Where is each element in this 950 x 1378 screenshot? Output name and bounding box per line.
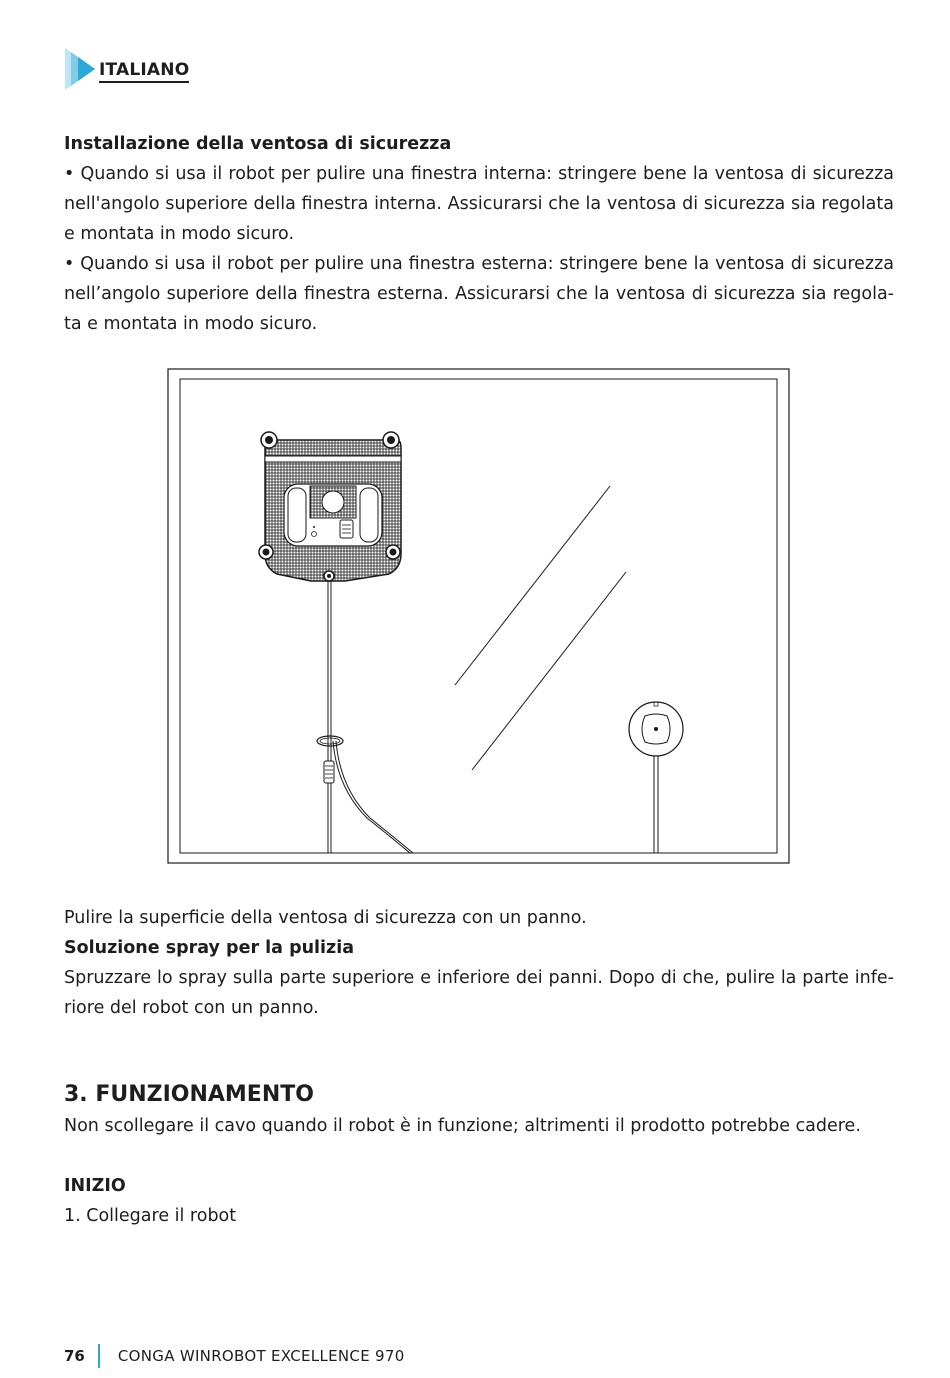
product-title: CONGA WINROBOT EXCELLENCE 970	[117, 1347, 405, 1365]
page-footer	[64, 1343, 405, 1369]
step-connect-robot: 1. Collegare il robot	[64, 1206, 237, 1226]
safety-heading: Installazione della ventosa di sicurezza	[64, 134, 452, 154]
safety-bullet-outdoor: • Quando si usa il robot per pulire una finestra esterna: stringere bene la ventosa di sicurezza nell’angolo superiore della finestra esterna. Assicurarsi che la ventosa di sicurezza sia regola-ta e montata in modo sicuro.	[64, 254, 894, 334]
spray-heading: Soluzione spray per la pulizia	[64, 938, 355, 958]
safety-suction-cup-icon	[629, 702, 683, 853]
section-title-operation: 3. FUNZIONAMENTO	[64, 1082, 314, 1107]
spray-text: Spruzzare lo spray sulla parte superiore e inferiore dei panni. Dopo di che, pulire la parte infe-riore del robot con un panno.	[64, 968, 894, 1018]
clean-note: Pulire la superficie della ventosa di sicurezza con un panno.	[64, 908, 587, 928]
window-robot	[259, 432, 401, 581]
robot-window-illustration	[167, 368, 790, 864]
safety-bullet-indoor: • Quando si usa il robot per pulire una finestra interna: stringere bene la ventosa di sicurezza nell'angolo superiore della finestra interna. Assicurarsi che la ventosa di sicurezza sia regolata e montata in modo sicuro.	[64, 164, 894, 244]
start-heading: INIZIO	[64, 1176, 126, 1196]
glass-reflection-line	[472, 572, 626, 770]
safety-section	[64, 129, 894, 339]
operation-warning: Non scollegare il cavo quando il robot è in funzione; altrimenti il prodotto potrebbe cadere.	[64, 1116, 861, 1136]
glass-reflection-line	[455, 486, 610, 685]
language-label: ITALIANO	[99, 60, 189, 83]
page-number: 76	[64, 1347, 85, 1365]
footer-divider	[98, 1344, 100, 1368]
language-marker-icon	[63, 46, 103, 92]
cleaning-section	[64, 903, 894, 1023]
robot-cable	[317, 581, 413, 853]
